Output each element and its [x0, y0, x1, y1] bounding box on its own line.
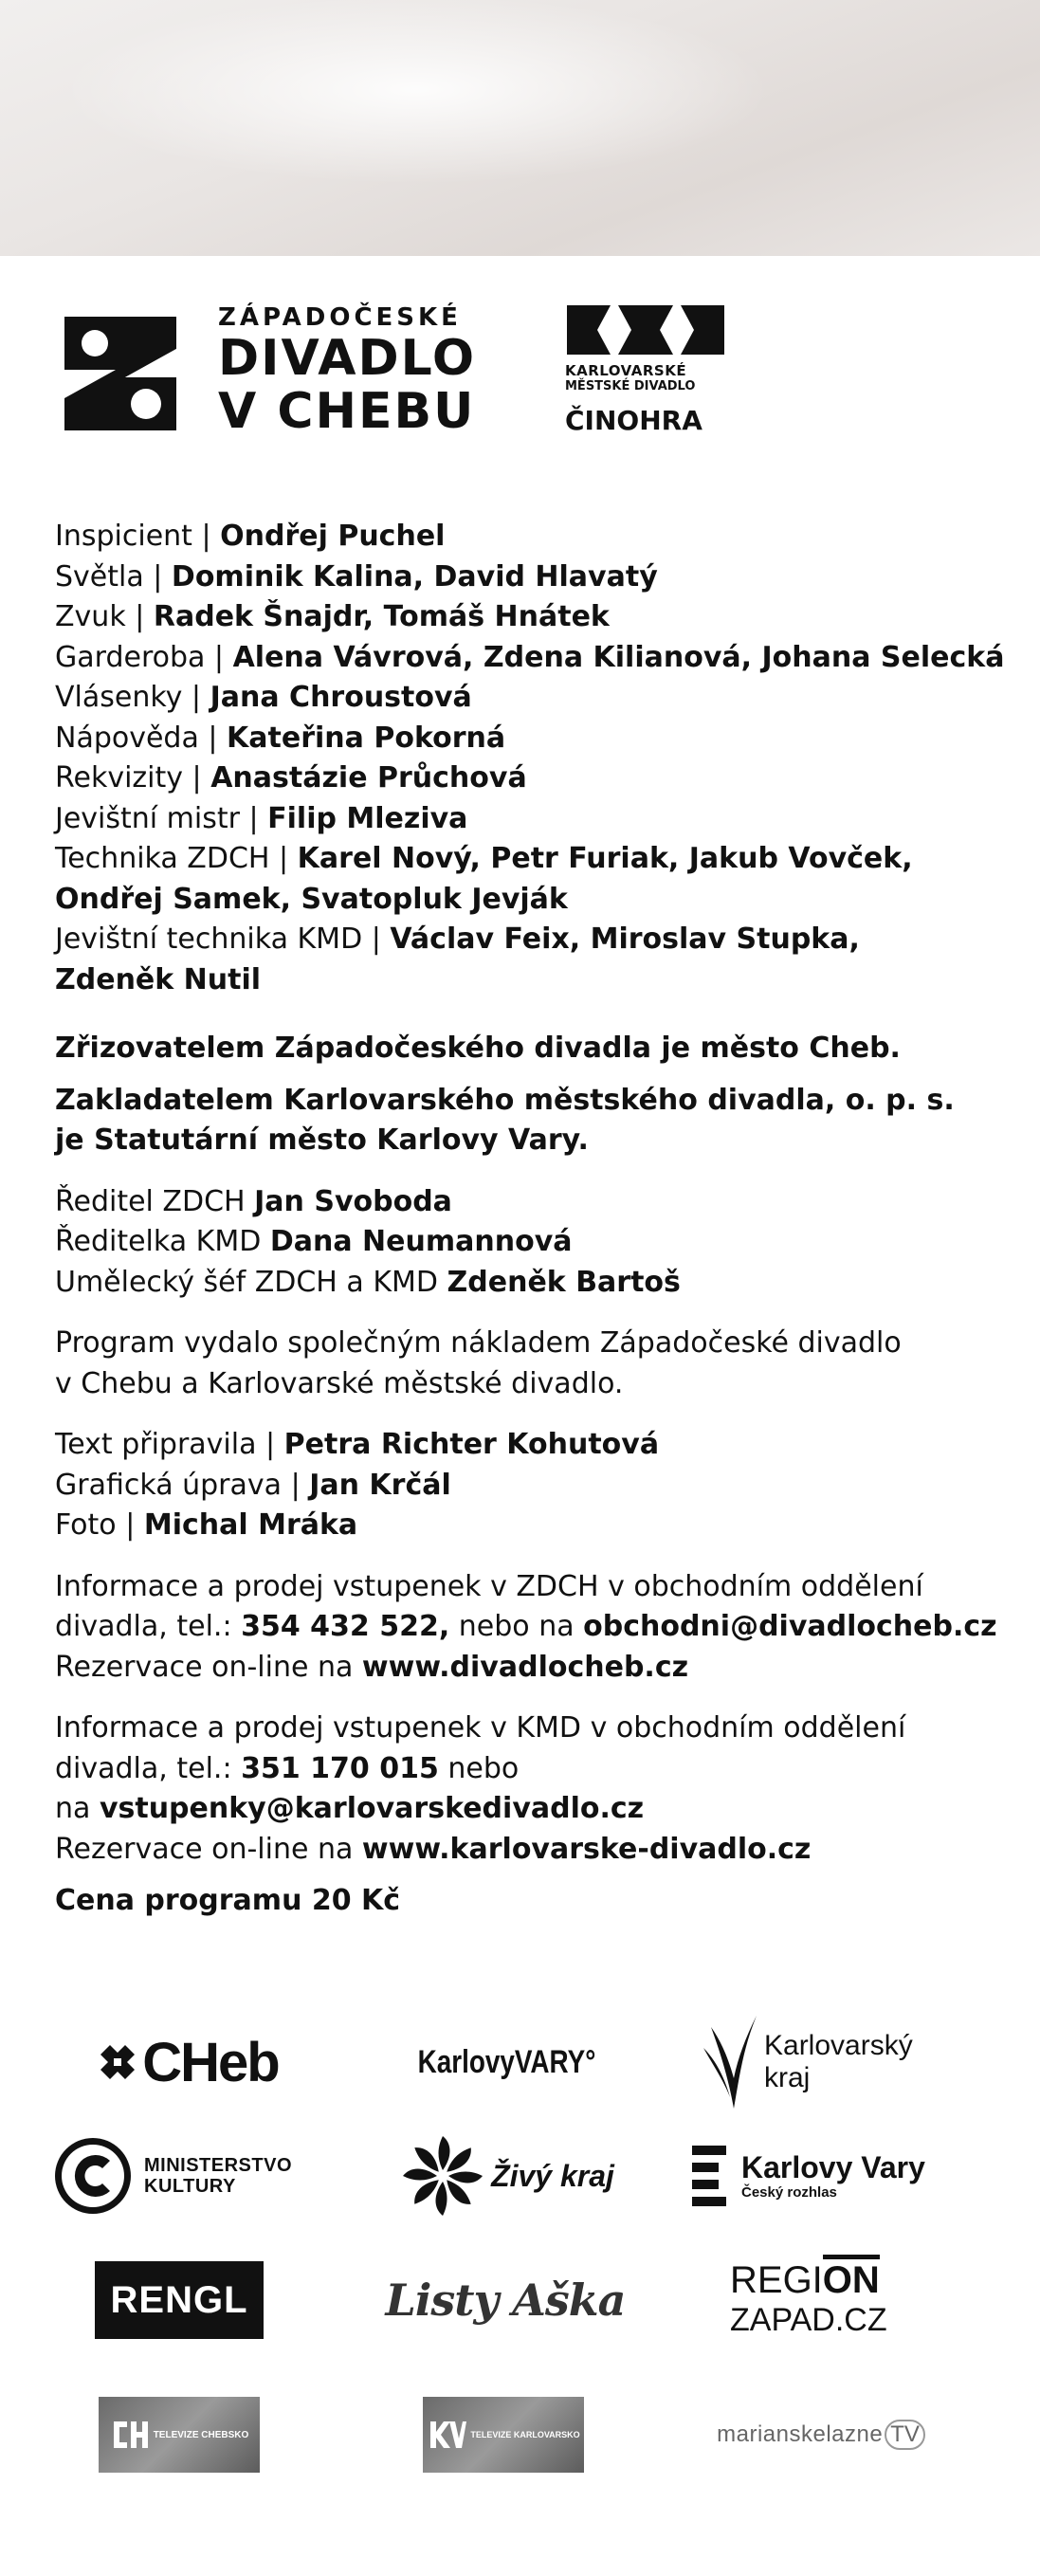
credit-line: Zvuk | Radek Šnajdr, Tomáš Hnátek — [55, 600, 610, 633]
sponsor-zivy-kraj: Živý kraj — [379, 2128, 635, 2223]
karlovarsky-kraj-leaf-icon — [702, 2010, 758, 2114]
tv-chebsko-logo-icon — [110, 2416, 150, 2454]
kmd-logo-line3: ČINOHRA — [565, 405, 702, 436]
tv-karlovarsko-logo-icon — [427, 2416, 466, 2454]
credit-line: Nápověda | Kateřina Pokorná — [55, 721, 506, 755]
zdch-logo-line3: V CHEBU — [218, 383, 476, 440]
kmd-mark-icon — [565, 303, 726, 356]
zivy-kraj-flower-icon — [400, 2133, 485, 2219]
program-text — [55, 517, 1013, 1922]
credits-list — [55, 517, 1013, 1000]
credit-line: Ondřej Samek, Svatopluk Jevják — [55, 882, 568, 916]
sponsor-listy-aska: Listy Aška — [385, 2275, 626, 2326]
director-line: Ředitel ZDCH Jan Svoboda — [55, 1184, 452, 1218]
founder-zdch: Zřizovatelem Západočeského divadla je město Cheb. — [55, 1032, 901, 1065]
zdch-web-link[interactable]: www.divadlocheb.cz — [361, 1650, 689, 1684]
cheb-cross-icon — [97, 2041, 138, 2083]
credit-line: Jevištní mistr | Filip Mleziva — [55, 801, 468, 835]
production-line: Foto | Michal Mráka — [55, 1508, 358, 1542]
credit-line: Garderoba | Alena Vávrová, Zdena Kilianová, Johana Selecká — [55, 640, 1005, 674]
credit-line: Světla | Dominik Kalina, David Hlavatý — [55, 559, 658, 594]
sponsor-marianskelazne-tv: marianskelazne TV — [698, 2397, 944, 2473]
kmd-email-link[interactable]: vstupenky@karlovarskedivadlo.cz — [99, 1792, 645, 1825]
credit-line: Zdeněk Nutil — [55, 962, 262, 996]
kmd-logo-line2: MĚSTSKÉ DIVADLO — [565, 379, 696, 393]
sponsor-cheb: CHeb — [64, 2019, 311, 2105]
header-photo — [0, 0, 1040, 256]
founder-kmd-line1: Zakladatelem Karlovarského městského divadla, o. p. s. — [55, 1083, 955, 1117]
zdch-emblem-icon — [59, 311, 182, 436]
publisher-line1: Program vydalo společným nákladem Západočeské divadlo — [55, 1326, 902, 1360]
sponsor-tv-karlovarsko: TELEVIZE KARLOVARSKO — [423, 2397, 584, 2473]
director-line: Ředitelka KMD Dana Neumannová — [55, 1225, 573, 1258]
production-line: Text připravila | Petra Richter Kohutová — [55, 1428, 660, 1461]
credit-line: Rekvizity | Anastázie Průchová — [55, 761, 527, 795]
info-zdch-line1: Informace a prodej vstupenek v ZDCH v obchodním oddělení — [55, 1569, 923, 1603]
mk-c-logo-icon — [53, 2136, 133, 2216]
info-kmd-line3: na vstupenky@karlovarskedivadlo.cz — [55, 1792, 645, 1825]
sponsor-cesky-rozhlas: Karlovy Vary Český rozhlas — [690, 2133, 965, 2219]
sponsor-karlovy-vary: KarlovyVARY° — [418, 2043, 596, 2080]
kmd-web-link[interactable]: www.karlovarske-divadlo.cz — [361, 1832, 812, 1866]
sponsor-tv-chebsko: TELEVIZE CHEBSKO — [99, 2397, 260, 2473]
info-zdch-line2: divadla, tel.: 354 432 522, nebo na obchodni@divadlocheb.cz — [55, 1610, 997, 1643]
info-zdch-line3: Rezervace on-line na www.divadlocheb.cz — [55, 1650, 689, 1684]
production-line: Grafická úprava | Jan Krčál — [55, 1468, 451, 1502]
zdch-logo-line1: ZÁPADOČESKÉ — [218, 303, 462, 332]
rozhlas-bars-icon — [690, 2146, 728, 2206]
program-price: Cena programu 20 Kč — [55, 1884, 401, 1917]
credit-line: Vlásenky | Jana Chroustová — [55, 681, 472, 714]
info-kmd-line1: Informace a prodej vstupenek v KMD v obchodním oddělení — [55, 1711, 906, 1745]
publisher-line2: v Chebu a Karlovarské městské divadlo. — [55, 1366, 624, 1400]
director-line: Umělecký šéf ZDCH a KMD Zdeněk Bartoš — [55, 1265, 681, 1299]
sponsor-ministerstvo-kultury: MINISTERSTVO KULTURY — [53, 2128, 328, 2223]
zdch-logo-line2: DIVADLO — [218, 330, 477, 387]
kmd-phone[interactable]: 351 170 015 — [241, 1751, 439, 1785]
info-kmd-line4: Rezervace on-line na www.karlovarske-divadlo.cz — [55, 1832, 812, 1866]
founder-kmd-line2: je Statutární město Karlovy Vary. — [55, 1124, 589, 1157]
credit-line: Technika ZDCH | Karel Nový, Petr Furiak, Jakub Vovček, — [55, 842, 913, 875]
kmd-logo-line1: KARLOVARSKÉ — [565, 362, 687, 379]
sponsor-region-zapad: REGION ZAPAD.CZ — [730, 2252, 929, 2347]
sponsor-logos — [0, 1982, 1040, 2550]
info-kmd-line2: divadla, tel.: 351 170 015 nebo — [55, 1751, 520, 1785]
zdch-logo — [59, 303, 514, 446]
zdch-phone[interactable]: 354 432 522, — [241, 1610, 450, 1643]
sponsor-rengl: RENGL — [95, 2261, 264, 2339]
sponsor-karlovarsky-kraj: Karlovarský kraj — [702, 2005, 948, 2119]
kmd-logo — [565, 303, 745, 446]
credit-line: Jevištní technika KMD | Václav Feix, Miroslav Stupka, — [55, 923, 860, 956]
zdch-email-link[interactable]: obchodni@divadlocheb.cz — [583, 1610, 997, 1643]
credit-line: Inspicient | Ondřej Puchel — [55, 520, 446, 553]
